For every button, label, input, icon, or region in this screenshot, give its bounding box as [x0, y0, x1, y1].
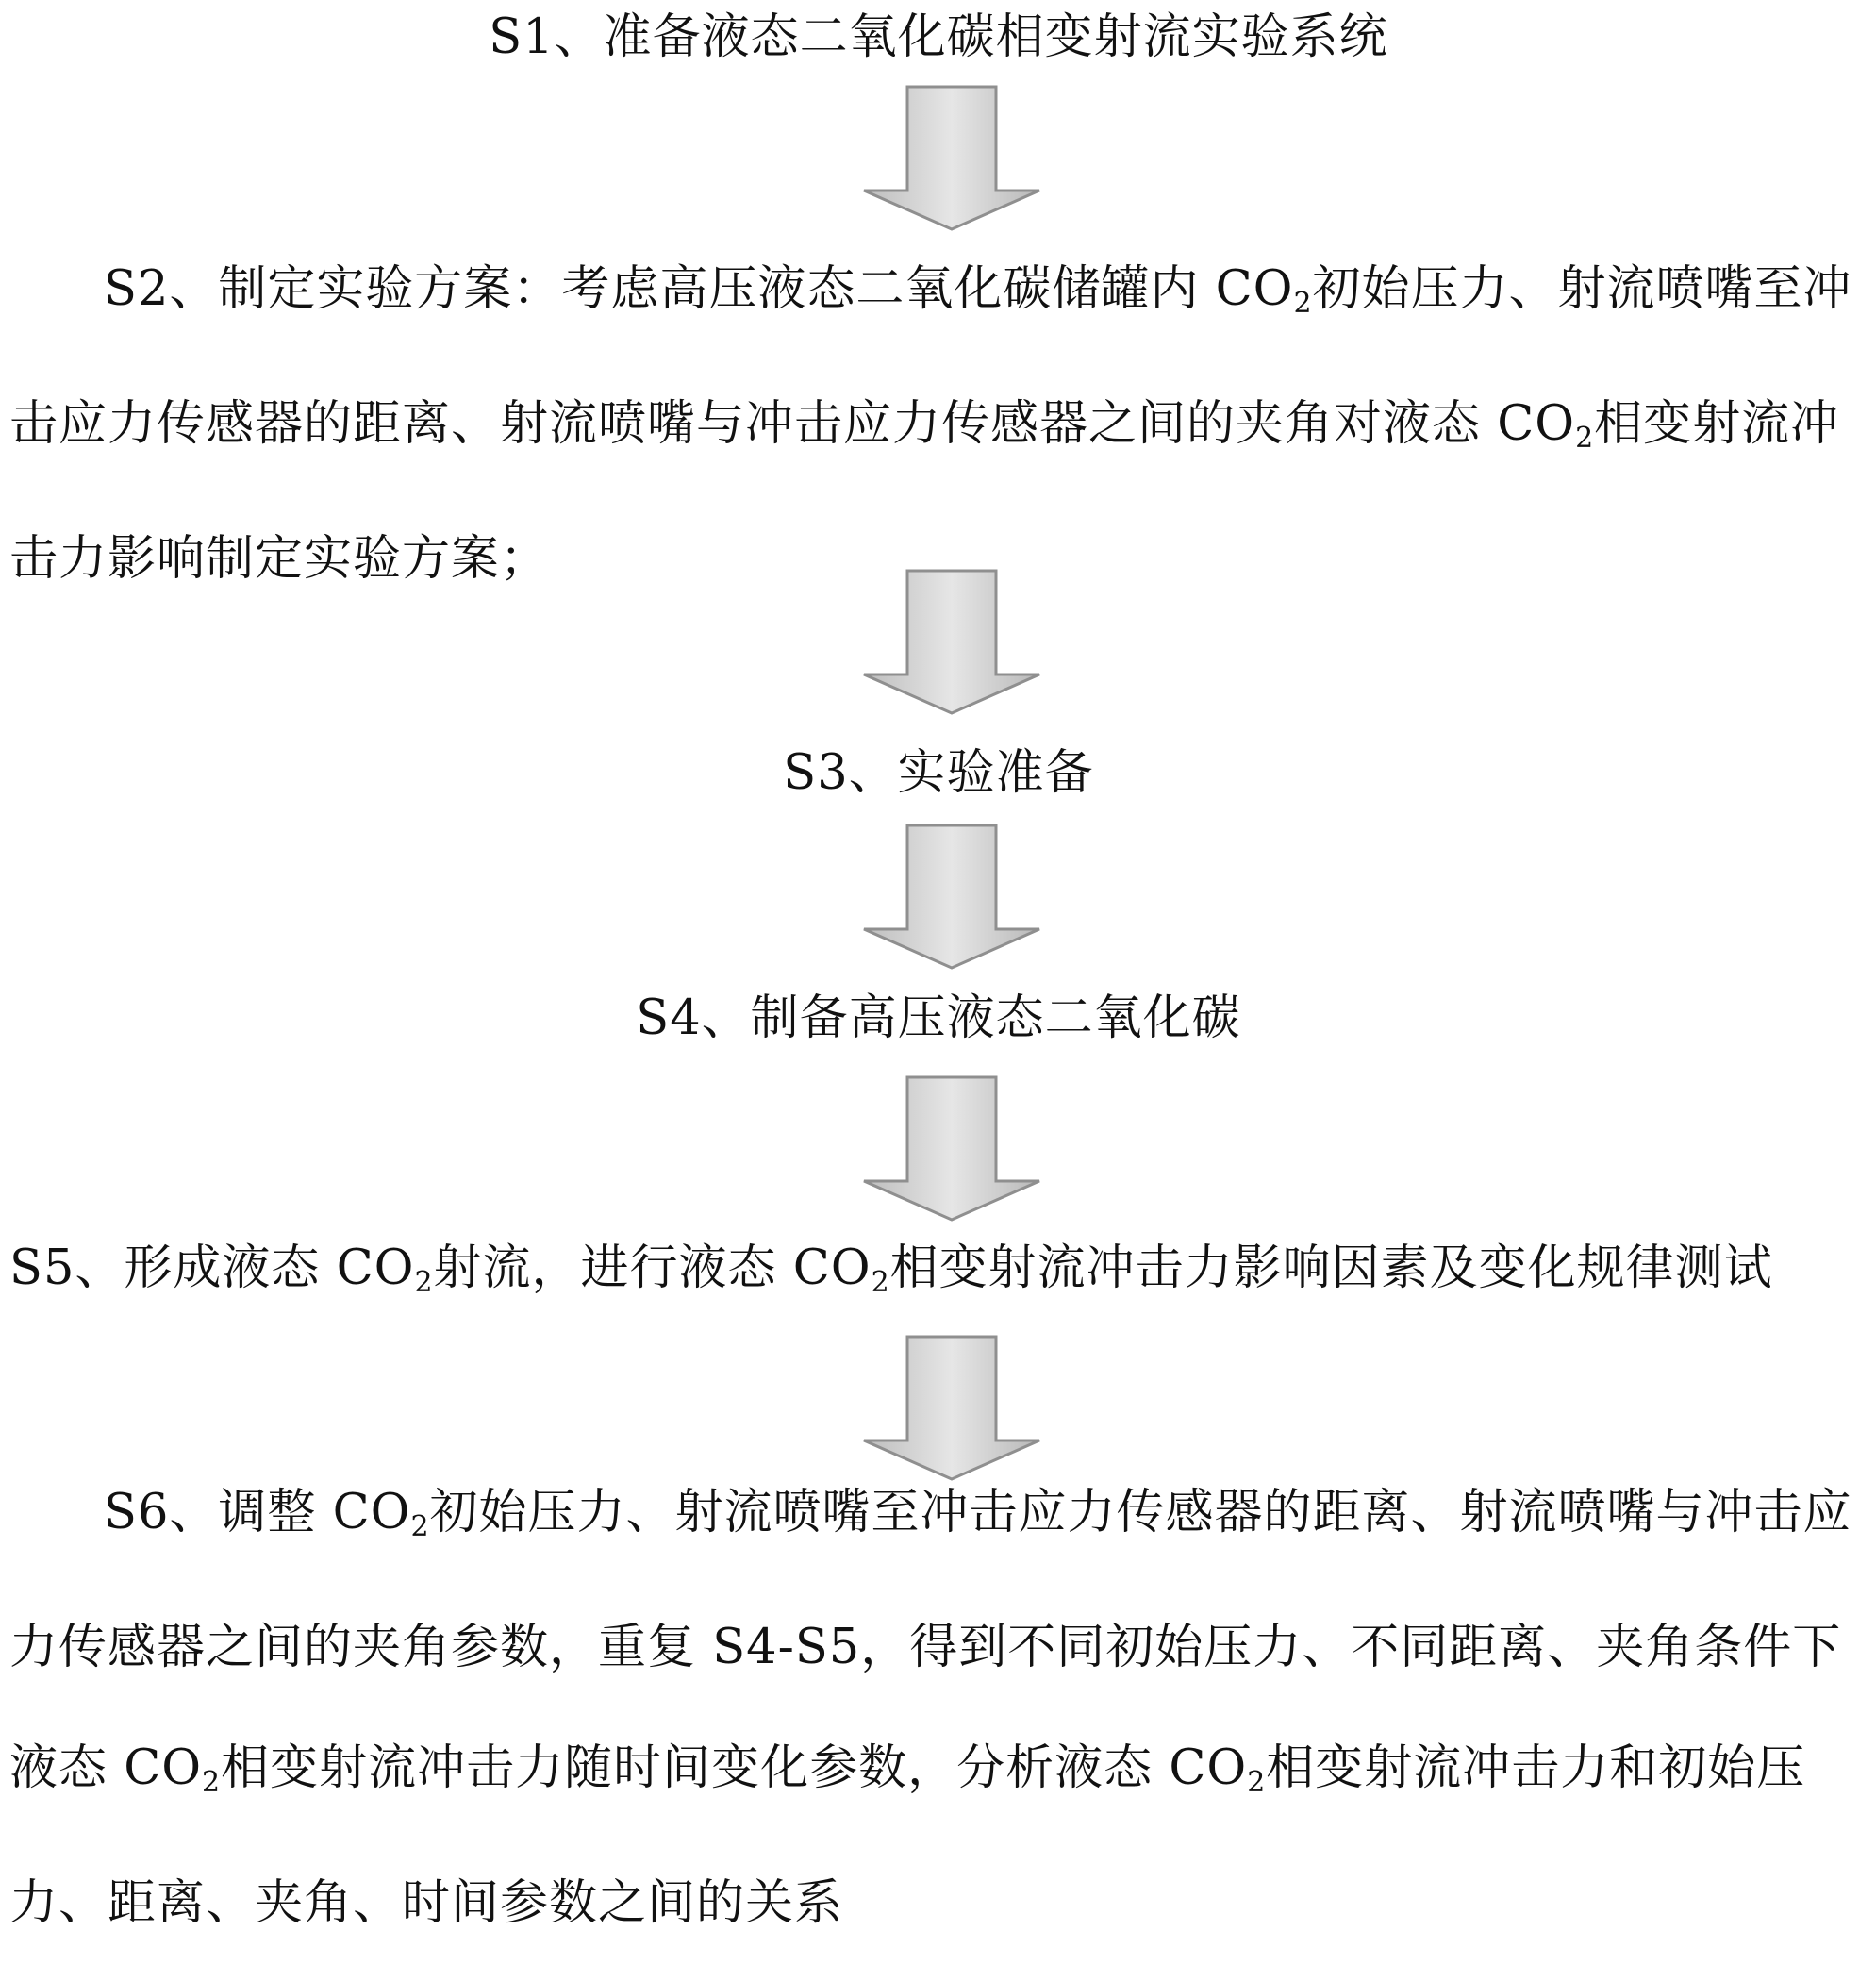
step-s6-sub2: 2 [202, 1766, 222, 1799]
step-s6 [9, 1453, 1868, 1964]
down-arrow-icon [862, 569, 1041, 715]
step-s2-text-c: 相变射流冲击力影响制定实验方案； [9, 396, 1840, 587]
step-s1-text: S1、准备液态二氧化碳相变射流实验系统 [489, 9, 1388, 65]
step-s6-text-b: 初始压力、射流喷嘴至冲击应力传感器的距离、射流喷嘴与冲击应力传感器之间的夹角参数，重复 S4-S5，得到不同初始压力、不同距离、夹角条件下液态 CO [9, 1485, 1852, 1796]
step-s3-text: S3、实验准备 [783, 745, 1094, 801]
step-s3 [9, 736, 1868, 811]
down-arrow-icon [862, 824, 1041, 970]
step-s4-text: S4、制备高压液态二氧化碳 [636, 990, 1241, 1046]
step-s4 [9, 981, 1868, 1057]
down-arrow-icon [862, 85, 1041, 231]
step-s5-text-b: 射流，进行液态 CO [433, 1240, 872, 1296]
step-s2-sub1: 2 [1293, 287, 1313, 320]
step-s2-text-a: S2、制定实验方案：考虑高压液态二氧化碳储罐内 CO [104, 261, 1294, 317]
step-s2 [9, 229, 1868, 620]
step-s5-text-a: S5、形成液态 CO [9, 1240, 415, 1296]
step-s6-text-d: 相变射流冲击力和初始压力、距离、夹角、时间参数之间的关系 [9, 1740, 1806, 1931]
step-s5-sub2: 2 [871, 1266, 890, 1299]
step-s2-text-b: 初始压力、射流喷嘴至冲击应力传感器的距离、射流喷嘴与冲击应力传感器之间的夹角对液态 CO [9, 261, 1852, 452]
step-s6-text-a: S6、调整 CO [104, 1485, 411, 1540]
step-s2-sub2: 2 [1575, 422, 1595, 455]
step-s6-sub1: 2 [410, 1510, 430, 1543]
step-s6-sub3: 2 [1247, 1766, 1267, 1799]
step-s5 [9, 1231, 1868, 1321]
step-s6-text-c: 相变射流冲击力随时间变化参数，分析液态 CO [221, 1740, 1248, 1796]
down-arrow-icon [862, 1075, 1041, 1222]
step-s1 [9, 0, 1868, 75]
step-s5-sub1: 2 [414, 1266, 434, 1299]
step-s5-text-c: 相变射流冲击力影响因素及变化规律测试 [889, 1240, 1773, 1296]
